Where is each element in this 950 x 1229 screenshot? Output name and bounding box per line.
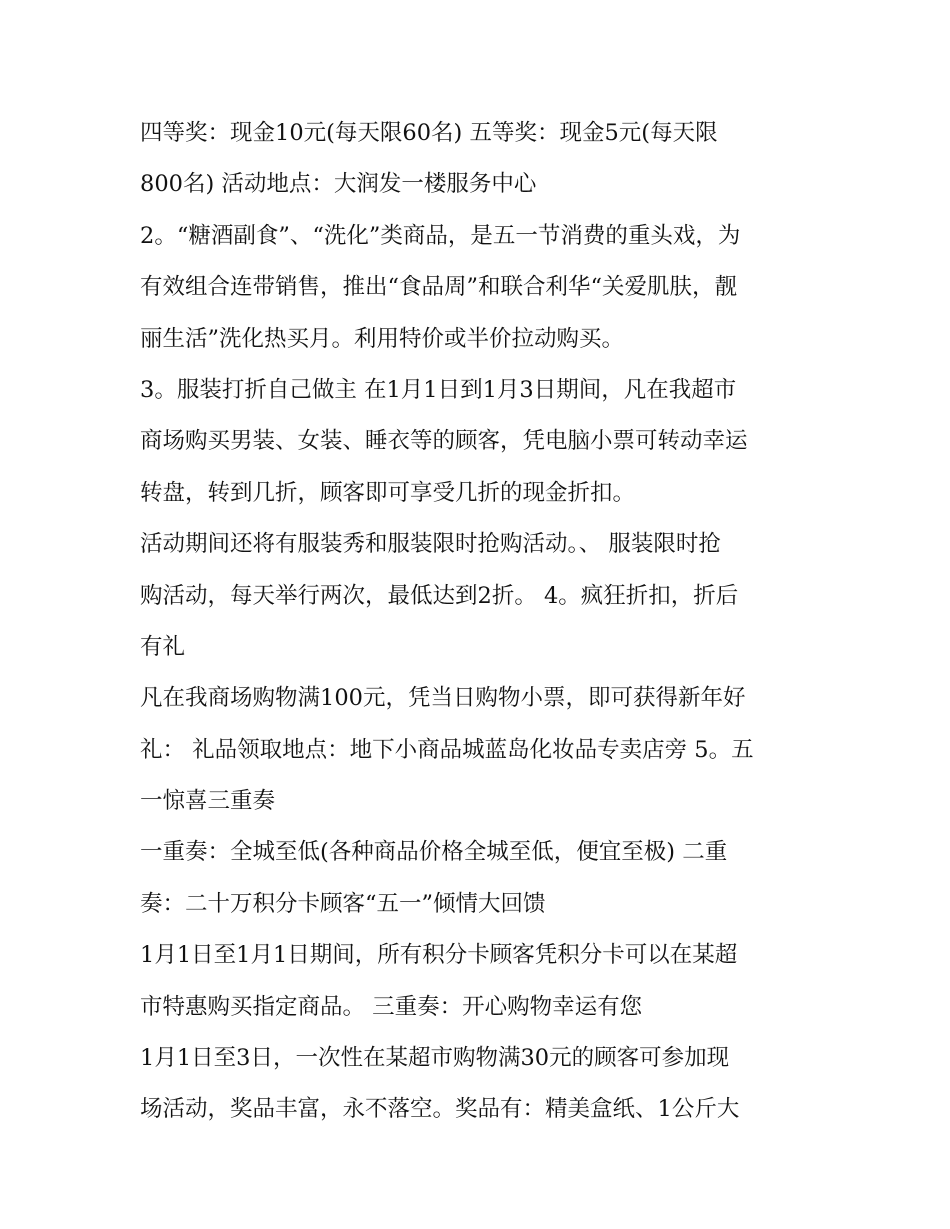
text-line: 1月1日至1月1日期间，所有积分卡顾客凭积分卡可以在某超 [140, 942, 738, 969]
text-line: 商场购买男装、女装、睡衣等的顾客，凭电脑小票可转动幸运 [140, 428, 748, 455]
text-line: 1月1日至3日，一次性在某超市购物满30元的顾客可参加现 [140, 1045, 730, 1072]
text-line: 场活动，奖品丰富，永不落空。奖品有：精美盒纸、1公斤大 [140, 1096, 740, 1123]
text-line: 活动期间还将有服装秀和服装限时抢购活动。、 服装限时抢 [140, 531, 721, 558]
text-line: 购活动，每天举行两次，最低达到2折。 4。疯狂折扣，折后 [140, 582, 739, 609]
text-line: 凡在我商场购物满100元，凭当日购物小票，即可获得新年好 [140, 685, 746, 712]
text-line: 2。“糖酒副食”、“洗化”类商品，是五一节消费的重头戏，为 [140, 222, 741, 249]
text-line: 礼： 礼品领取地点：地下小商品城蓝岛化妆品专卖店旁 5。五 [140, 736, 754, 763]
text-line: 一重奏：全城至低(各种商品价格全城至低，便宜至极) 二重 [140, 839, 728, 866]
text-line: 奏：二十万积分卡顾客“五一”倾情大回馈 [140, 890, 546, 917]
text-line: 丽生活”洗化热买月。利用特价或半价拉动购买。 [140, 325, 625, 352]
text-line: 3。服装打折自己做主 在1月1日到1月3日期间，凡在我超市 [140, 376, 737, 403]
text-line: 有礼 [140, 633, 186, 660]
text-line: 有效组合连带销售，推出“食品周”和联合利华“关爱肌肤，靓 [140, 274, 738, 301]
text-line: 一惊喜三重奏 [140, 788, 276, 815]
text-line: 800名) 活动地点：大润发一楼服务中心 [140, 171, 537, 198]
document-body [140, 108, 820, 1136]
text-line: 四等奖：现金10元(每天限60名) 五等奖：现金5元(每天限 [140, 120, 718, 146]
text-line: 市特惠购买指定商品。 三重奏：开心购物幸运有您 [140, 993, 643, 1020]
text-line: 转盘，转到几折，顾客即可享受几折的现金折扣。 [140, 479, 636, 506]
